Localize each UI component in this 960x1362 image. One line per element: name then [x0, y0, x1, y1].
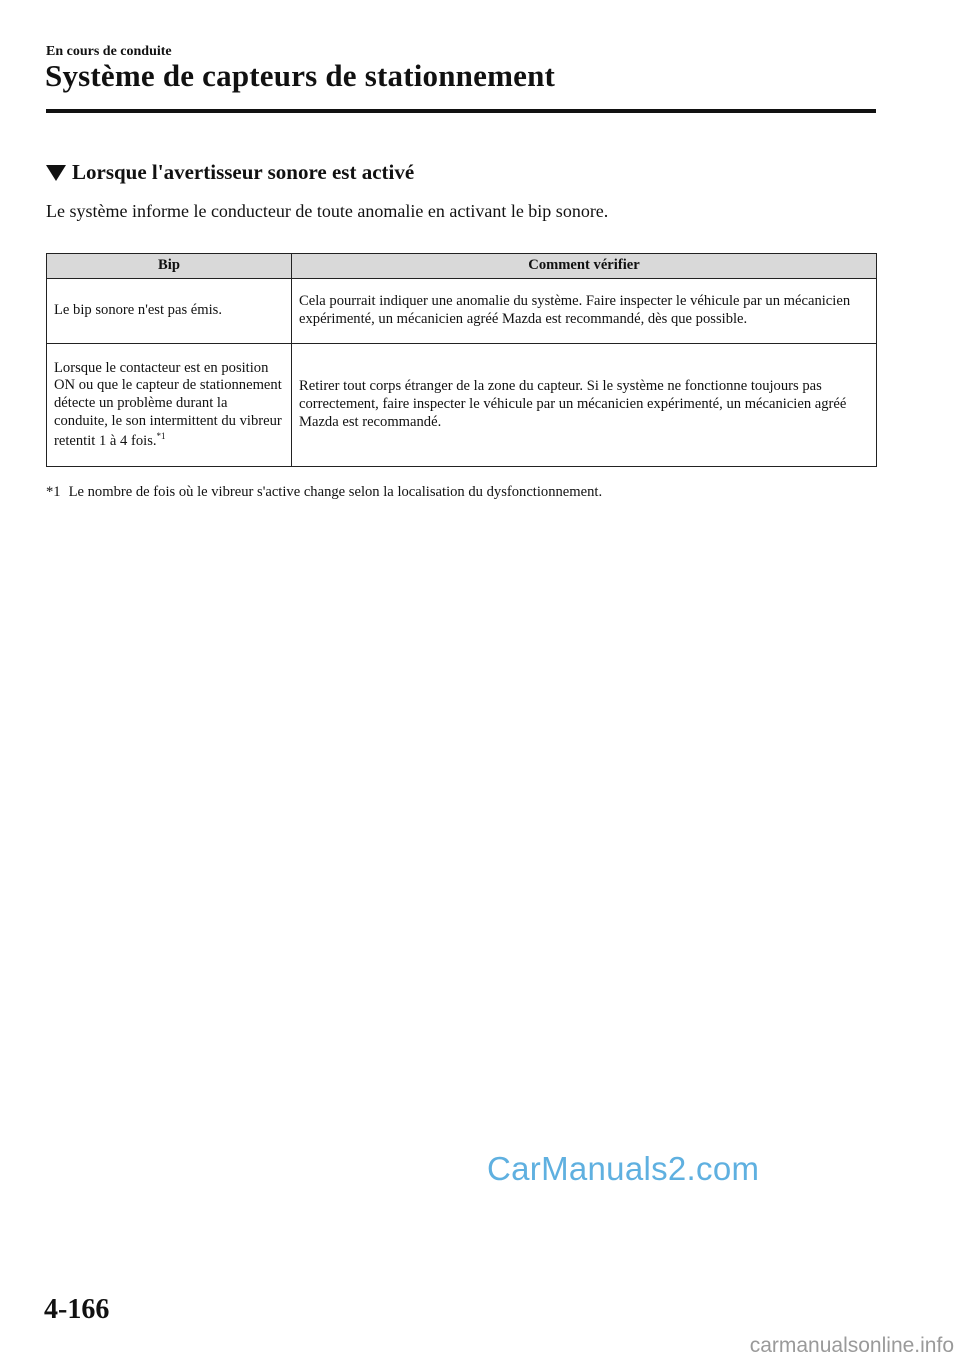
footer-site-label: carmanualsonline.info [749, 1334, 954, 1357]
intro-paragraph: Le système informe le conducteur de toute anomalie en activant le bip sonore. [46, 201, 609, 221]
table-header-row [47, 254, 877, 279]
table-row [47, 279, 877, 344]
check-cell: Cela pourrait indiquer une anomalie du système. Faire inspecter le véhicule par un mécanicien expérimenté, un mécanicien agréé Mazda est recommandé, dès que possible. [292, 279, 877, 344]
column-header-check: Comment vérifier [292, 254, 877, 279]
section-label: En cours de conduite [46, 44, 172, 59]
page-number: 4-166 [44, 1294, 110, 1325]
watermark: CarManuals2.com [487, 1150, 760, 1187]
footnote-text: Le nombre de fois où le vibreur s'active change selon la localisation du dysfonctionnement. [68, 484, 603, 500]
bip-table [46, 253, 877, 467]
table-row [47, 344, 877, 467]
title-divider [46, 109, 876, 113]
page-title: Système de capteurs de stationnement [45, 58, 556, 93]
footnote-reference: *1 [156, 430, 166, 441]
subheading [46, 160, 414, 185]
check-cell: Retirer tout corps étranger de la zone du capteur. Si le système ne fonctionne toujours pas correctement, faire inspecter le véhicule par un mécanicien expérimenté, un mécanicien agréé Mazda est recommandé. [292, 344, 877, 467]
triangle-down-icon [46, 165, 66, 181]
bip-cell [47, 344, 292, 467]
bip-cell-text: Lorsque le contacteur est en position ON ou que le capteur de stationnement détecte un problème durant la conduite, le son intermittent du vibreur retentit 1 à 4 fois. [54, 359, 282, 449]
footnote [46, 484, 602, 501]
column-header-bip: Bip [47, 254, 292, 279]
bip-cell-text: Le bip sonore n'est pas émis. [54, 302, 222, 319]
bip-cell [47, 279, 292, 344]
subheading-text: Lorsque l'avertisseur sonore est activé [72, 160, 415, 184]
footnote-mark: *1 [46, 484, 61, 500]
